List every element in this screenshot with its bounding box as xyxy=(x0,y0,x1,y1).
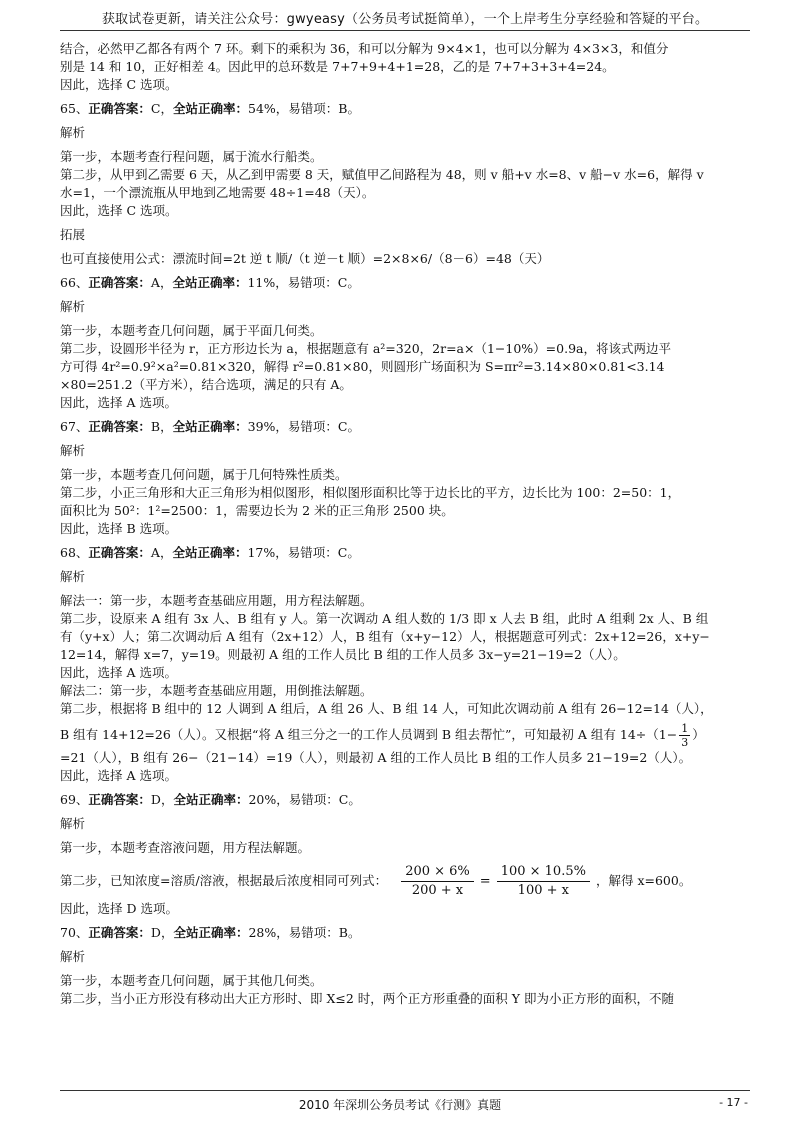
q65-answer-label: 正确答案： xyxy=(88,101,151,116)
page-header xyxy=(60,8,750,31)
q68-answer-line xyxy=(60,544,750,562)
q70-step: 第一步，本题考查几何问题，属于其他几何类。 xyxy=(60,973,323,988)
q68-method1-step: 第二步，设原来 A 组有 3x 人、B 组有 y 人。第一次调动 A 组人数的 1/3 即 x 人去 B 组，此时 A 组剩 2x 人、B 组 xyxy=(60,611,709,626)
q70-answer: D， xyxy=(150,925,174,940)
q66-rate-label: 全站正确率： xyxy=(172,275,248,290)
right-fraction xyxy=(497,863,590,900)
q69-step: 第一步，本题考查溶液问题，用方程法解题。 xyxy=(60,840,311,855)
right-numerator: 100 × 10.5% xyxy=(497,863,590,882)
q65-answer-line xyxy=(60,100,750,118)
q65-rate: 54%，易错项：B。 xyxy=(248,101,360,116)
q66-answer-line xyxy=(60,274,750,292)
q66-analysis-heading: 解析 xyxy=(60,299,86,314)
q68-method1-step: 有（y+x）人；第二次调动后 A 组有（2x+12）人，B 组有（x+y−12）人，根据题意可列式：2x+12=26，x+y− xyxy=(60,629,710,644)
q67-answer-label: 正确答案： xyxy=(88,419,151,434)
q67-conclusion: 因此，选择 B 选项。 xyxy=(60,521,178,536)
q67-rate: 39%，易错项：C。 xyxy=(247,419,360,434)
left-numerator: 200 × 6% xyxy=(401,863,474,882)
q67-rate-label: 全站正确率： xyxy=(172,419,248,434)
q67-step: 第二步，小正三角形和大正三角形为相似图形，相似图形面积比等于边长比的平方，边长比为 100：2=50：1， xyxy=(60,485,681,500)
q67-answer: B， xyxy=(150,419,173,434)
fraction-numerator: 1 xyxy=(681,722,689,735)
q67-number: 67、 xyxy=(60,419,89,434)
q69-number: 69、 xyxy=(60,792,89,807)
q69-rate: 20%，易错项：C。 xyxy=(248,792,361,807)
q70-number: 70、 xyxy=(60,925,89,940)
q67-answer-line xyxy=(60,418,750,436)
q68-number: 68、 xyxy=(60,545,89,560)
q68-method1-step: 12=14，解得 x=7，y=19。则最初 A 组的工作人员比 B 组的工作人员多 3x−y=21−19=2（人）。 xyxy=(60,647,626,662)
q65-step: 水=1，一个漂流瓶从甲地到乙地需要 48÷1=48（天）。 xyxy=(60,185,375,200)
q66-answer: A， xyxy=(150,275,173,290)
q65-analysis-heading: 解析 xyxy=(60,125,86,140)
q70-answer-label: 正确答案： xyxy=(88,925,151,940)
q66-step: ×80=251.2（平方米），结合选项，满足的只有 A。 xyxy=(60,377,352,392)
left-denominator: 200 + x xyxy=(411,883,464,898)
q65-rate-label: 全站正确率： xyxy=(173,101,249,116)
q68-method2-step: 第二步，根据将 B 组中的 12 人调到 A 组后，A 组 26 人、B 组 14 人，可知此次调动前 A 组有 26−12=14（人）， xyxy=(60,701,713,716)
q69-step-equation xyxy=(60,863,750,900)
q67-analysis-heading: 解析 xyxy=(60,443,86,458)
q70-analysis-heading: 解析 xyxy=(60,949,86,964)
q64-line: 结合，必然甲乙都各有两个 7 环。剩下的乘积为 36，和可以分解为 9×4×1，也可以分解为 4×3×3，和值分 xyxy=(60,41,669,56)
equals-sign: = xyxy=(479,873,491,889)
q69-rate-label: 全站正确率： xyxy=(173,792,249,807)
q64-line: 别是 14 和 10，正好相差 4。因此甲的总环数是 7+7+9+4+1=28，乙的是 7+7+3+3+4=24。 xyxy=(60,59,615,74)
page-content xyxy=(60,40,750,1008)
footer-divider xyxy=(60,1090,750,1091)
q68-analysis-heading: 解析 xyxy=(60,569,86,584)
q68-method2-step: 解法二：第一步，本题考查基础应用题，用倒推法解题。 xyxy=(60,683,373,698)
q70-rate: 28%，易错项：B。 xyxy=(248,925,361,940)
q68-method2-text: B 组有 14+12=26（人）。又根据“将 A 组三分之一的工作人员调到 B 组去帮忙”，可知最初 A 组有 14÷（1− xyxy=(60,727,678,742)
right-denominator: 100 + x xyxy=(517,883,569,898)
q66-step: 第一步，本题考查几何问题，属于平面几何类。 xyxy=(60,323,323,338)
q68-method1-conclusion: 因此，选择 A 选项。 xyxy=(60,665,177,680)
q68-rate: 17%，易错项：C。 xyxy=(247,545,360,560)
fraction-denominator: 3 xyxy=(681,736,689,749)
q65-step: 第一步，本题考查行程问题，属于流水行船类。 xyxy=(60,149,323,164)
q69-answer-line xyxy=(60,791,750,809)
q66-number: 66、 xyxy=(60,275,89,290)
q69-step-text: 第二步，已知浓度=溶质/溶液，根据最后浓度相同可列式： xyxy=(60,873,388,888)
q65-extend: 也可直接使用公式：漂流时间=2t 逆 t 顺/（t 逆－t 顺）=2×8×6/（8－6）=48（天） xyxy=(60,251,550,266)
q65-conclusion: 因此，选择 C 选项。 xyxy=(60,203,178,218)
q65-extend-heading: 拓展 xyxy=(60,227,86,242)
q66-step: 第二步，设圆形半径为 r，正方形边长为 a，根据题意有 a²=320，2r=a×（1−10%）=0.9a，将该式两边平 xyxy=(60,341,671,356)
one-third-fraction xyxy=(679,722,690,749)
q70-rate-label: 全站正确率： xyxy=(173,925,249,940)
q66-rate: 11%，易错项：C。 xyxy=(247,275,360,290)
q68-method1-step: 解法一：第一步，本题考查基础应用题，用方程法解题。 xyxy=(60,593,373,608)
q68-method2-text: ） xyxy=(692,727,705,742)
q65-answer: C， xyxy=(150,101,173,116)
q68-method2-step-with-fraction xyxy=(60,722,750,749)
q65-step: 第二步，从甲到乙需要 6 天，从乙到甲需要 8 天，赋值甲乙间路程为 48，则 v 船+v 水=8、v 船−v 水=6，解得 v xyxy=(60,167,704,182)
q69-answer: D， xyxy=(150,792,174,807)
q67-step: 面积比为 50²：1²=2500：1，需要边长为 2 米的正三角形 2500 块。 xyxy=(60,503,454,518)
q68-answer-label: 正确答案： xyxy=(88,545,151,560)
q67-step: 第一步，本题考查几何问题，属于几何特殊性质类。 xyxy=(60,467,348,482)
q65-number: 65、 xyxy=(60,101,89,116)
q70-answer-line xyxy=(60,924,750,942)
footer-title: 2010 年深圳公务员考试《行测》真题 xyxy=(298,1098,502,1112)
q68-method2-step: =21（人），B 组有 26−（21−14）=19（人），则最初 A 组的工作人员比 B 组的工作人员多 21−19=2（人）。 xyxy=(60,750,692,765)
left-fraction xyxy=(401,863,474,900)
header-text: 获取试卷更新，请关注公众号：gwyeasy（公务员考试挺简单），一个上岸考生分享经验和答疑的平台。 xyxy=(101,12,709,27)
q69-answer-label: 正确答案： xyxy=(88,792,151,807)
q68-rate-label: 全站正确率： xyxy=(172,545,248,560)
q69-step-text: ，解得 x=600。 xyxy=(595,873,692,888)
concentration-equation xyxy=(401,863,590,900)
q64-conclusion: 因此，选择 C 选项。 xyxy=(60,77,178,92)
q68-method2-conclusion: 因此，选择 A 选项。 xyxy=(60,768,177,783)
q66-conclusion: 因此，选择 A 选项。 xyxy=(60,395,177,410)
q70-step: 第二步，当小正方形没有移动出大正方形时、即 X≤2 时，两个正方形重叠的面积 Y 即为小正方形的面积，不随 xyxy=(60,991,674,1006)
q66-answer-label: 正确答案： xyxy=(88,275,151,290)
page-number: - 17 - xyxy=(719,1096,748,1109)
q69-analysis-heading: 解析 xyxy=(60,816,86,831)
q69-conclusion: 因此，选择 D 选项。 xyxy=(60,901,178,916)
q66-step: 方可得 4r²=0.9²×a²=0.81×320，解得 r²=0.81×80，则圆形广场面积为 S=πr²=3.14×80×0.81<3.14 xyxy=(60,359,665,374)
q68-answer: A， xyxy=(150,545,173,560)
